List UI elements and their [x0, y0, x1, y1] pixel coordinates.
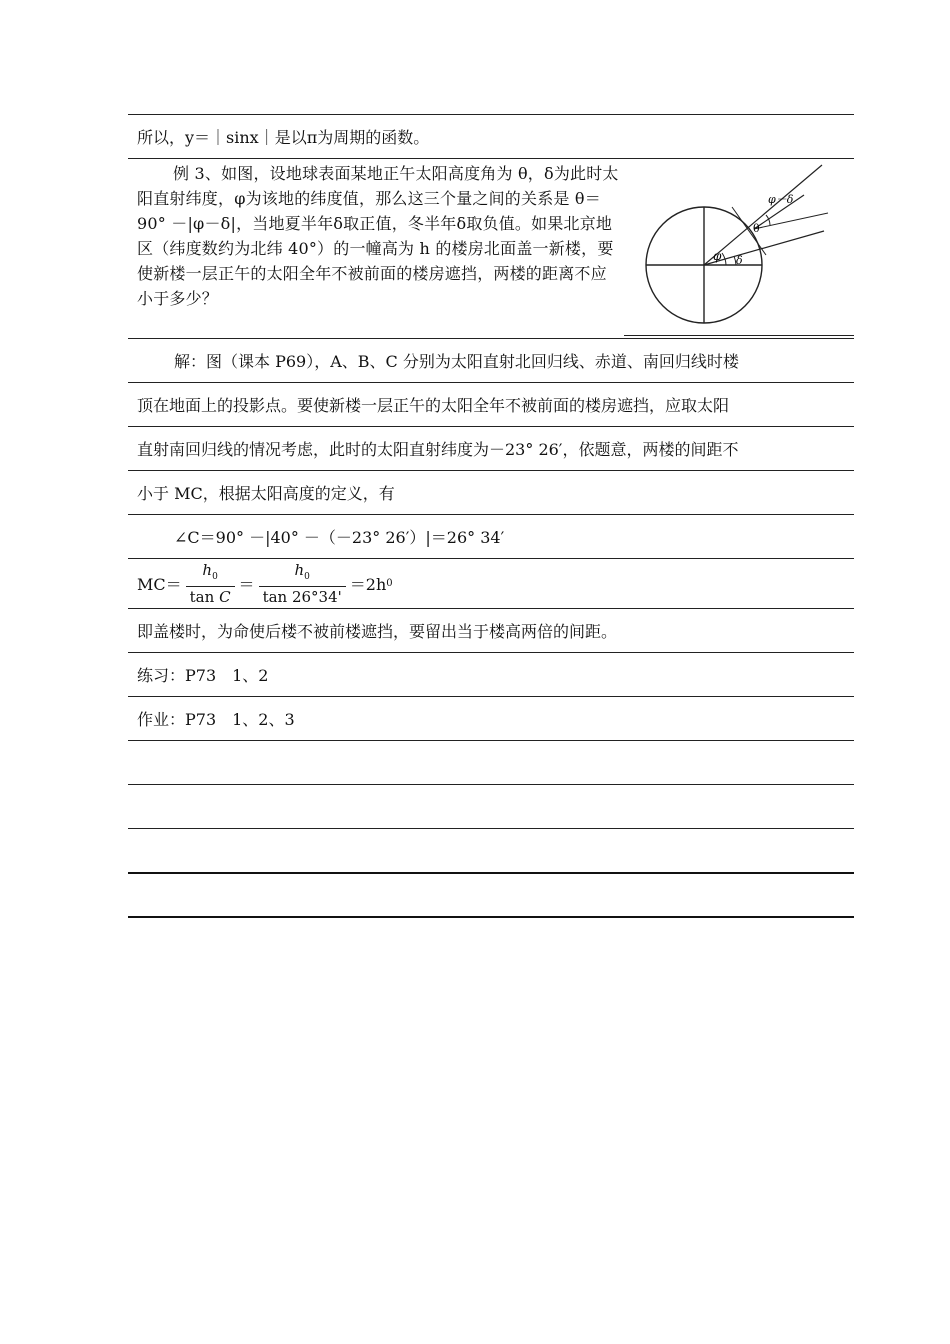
solution-text-1: 解：图（课本 P69），A、B、C 分别为太阳直射北回归线、赤道、南回归线时楼	[174, 352, 739, 371]
solution-text-4: 小于 MC，根据太阳高度的定义，有	[137, 484, 395, 503]
mc-formula-lhs: MC＝	[137, 575, 182, 594]
sun-angle-svg	[626, 159, 854, 339]
frac1-numerator: h	[202, 561, 213, 579]
conclusion-text: 所以，y＝｜sinx｜是以π为周期的函数。	[137, 128, 430, 147]
figure-bottom-rule	[624, 335, 854, 336]
homework-text: 作业：P73 1、2、3	[137, 710, 295, 729]
label-phi: φ	[713, 249, 722, 263]
fraction-h0-over-tan2634	[259, 561, 346, 606]
solution-line-2	[128, 382, 854, 426]
frac1-denominator-var: C	[219, 588, 231, 606]
solution-line-4	[128, 470, 854, 514]
solution-text-3: 直射南回归线的情况考虑，此时的太阳直射纬度为－23° 26′，依题意，两楼的间距不	[137, 440, 739, 459]
meaning-text: 即盖楼时，为命使后楼不被前楼遮挡，要留出当于楼高两倍的间距。	[137, 622, 618, 641]
practice-line	[128, 652, 854, 696]
blank-line-2	[128, 784, 854, 828]
blank-line-4	[128, 872, 854, 916]
label-phi-minus-delta: φ－δ	[768, 193, 794, 206]
meaning-line	[128, 608, 854, 652]
example-3-text: 例 3、如图，设地球表面某地正午太阳高度角为 θ，δ为此时太阳直射纬度，φ为该地的纬度值，那么这三个量之间的关系是 θ＝90° －|φ－δ|，当地夏半年δ取正值，冬半年δ取负值。如果北京地区（纬度数约为北纬 40°）的一幢高为 h 的楼房北面盖一新楼，要使新楼一层正午的太阳全年不被前面的楼房遮挡，两楼的距离不应小于多少？	[137, 164, 619, 308]
frac2-numerator-sub: 0	[304, 572, 310, 582]
frac2-denominator: tan 26°34'	[259, 586, 346, 606]
practice-text: 练习：P73 1、2	[137, 666, 269, 685]
sun-angle-diagram	[626, 159, 854, 339]
solution-line-1	[128, 338, 854, 382]
frac1-numerator-sub: 0	[212, 572, 218, 582]
mc-formula-line	[128, 558, 854, 608]
angle-formula-line	[128, 514, 854, 558]
blank-line-1	[128, 740, 854, 784]
document-page	[128, 114, 854, 918]
homework-line	[128, 696, 854, 740]
conclusion-line	[128, 114, 854, 158]
frac1-denominator-fn: tan	[189, 588, 215, 606]
mc-formula-rhs: ＝2h	[349, 575, 387, 594]
solution-text-2: 顶在地面上的投影点。要使新楼一层正午的太阳全年不被前面的楼房遮挡，应取太阳	[137, 396, 730, 415]
example-3-block	[128, 158, 854, 338]
label-theta: θ	[753, 222, 760, 235]
frac2-numerator: h	[294, 561, 305, 579]
angle-formula: ∠C＝90° －|40° －（－23° 26′）|＝26° 34′	[174, 528, 505, 547]
fraction-h0-over-tanc	[186, 561, 235, 606]
blank-line-3	[128, 828, 854, 872]
label-delta: δ	[736, 254, 743, 267]
solution-line-3	[128, 426, 854, 470]
mc-formula-rhs-sub: 0	[386, 578, 393, 589]
mc-formula-equals: ＝	[238, 575, 255, 594]
closing-rule	[128, 916, 854, 918]
